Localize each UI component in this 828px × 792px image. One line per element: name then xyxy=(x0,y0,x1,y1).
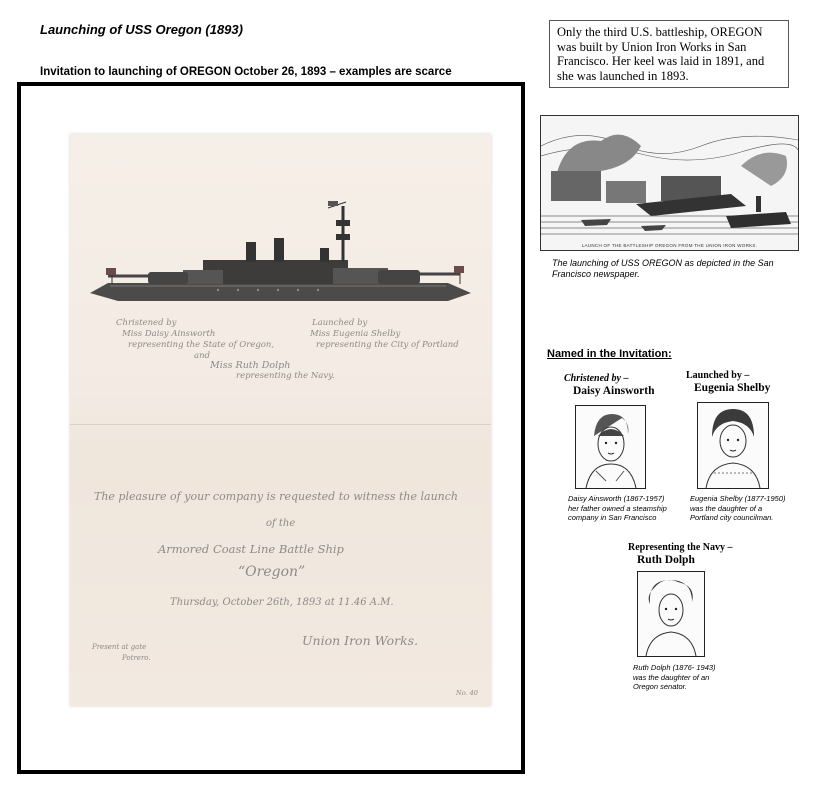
launched-by-label: Launched by xyxy=(312,318,368,328)
daisy-bio xyxy=(568,494,688,523)
navy-rep-block xyxy=(210,360,335,382)
invitation-line-1: The pleasure of your company is requested to witness the launch xyxy=(94,490,458,503)
battleship-engraving xyxy=(88,198,473,308)
eugenia-portrait xyxy=(697,402,769,489)
and-label: and xyxy=(194,351,210,361)
christened-by-rep: representing the State of Oregon, xyxy=(128,340,275,350)
ruth-name: Ruth Dolph xyxy=(637,554,695,566)
eugenia-name: Eugenia Shelby xyxy=(694,382,771,394)
newspaper-caption: The launching of USS OREGON as depicted in the San Francisco newspaper. xyxy=(552,258,774,279)
launch-date: Thursday, October 26th, 1893 at 11.46 A.M. xyxy=(170,597,394,608)
eugenia-bio-line-2: was the daughter of a xyxy=(690,503,763,513)
navy-rep-label: representing the Navy. xyxy=(236,371,335,381)
newspaper-engraving xyxy=(541,116,798,250)
info-box: Only the third U.S. battleship, OREGON was built by Union Iron Works in San Francisco. Her keel was laid in 1891, and she was launched in 1893. xyxy=(549,20,789,88)
daisy-portrait-image xyxy=(576,406,645,488)
page-title: Launching of USS Oregon (1893) xyxy=(40,22,243,37)
eugenia-portrait-image xyxy=(698,403,768,488)
navy-rep-name: Miss Ruth Dolph xyxy=(210,360,291,371)
ruth-bio-line-2: was the daughter of an xyxy=(633,672,710,682)
eugenia-bio xyxy=(690,494,815,523)
eugenia-bio-line-1: Eugenia Shelby (1877-1950) xyxy=(690,494,786,503)
christened-by-block xyxy=(108,318,274,362)
christened-by-label: Christened by xyxy=(116,318,177,328)
rsvp-line-2: Potrero. xyxy=(122,654,151,662)
launched-by-name: Miss Eugenia Shelby xyxy=(310,329,401,339)
launched-by-rep: representing the City of Portland xyxy=(316,340,459,350)
daisy-bio-line-3: company in San Francisco xyxy=(568,513,657,522)
ruth-bio xyxy=(633,663,753,692)
daisy-portrait xyxy=(575,405,646,489)
invitation-line-2: of the xyxy=(266,518,296,529)
named-heading: Named in the Invitation: xyxy=(547,348,672,360)
ruth-portrait xyxy=(637,571,705,657)
launched-by-block xyxy=(302,318,459,351)
christened-by-name: Miss Daisy Ainsworth xyxy=(122,329,216,339)
eugenia-bio-line-3: Portland city councilman. xyxy=(690,513,774,522)
eugenia-role: Launched by – xyxy=(686,370,750,381)
newspaper-illustration xyxy=(540,115,799,251)
ruth-role: Representing the Navy – xyxy=(628,542,733,553)
fold-line xyxy=(70,424,491,425)
newspaper-image-caption: LAUNCH OF THE BATTLESHIP OREGON FROM THE UNION IRON WORKS. xyxy=(581,243,758,248)
ruth-bio-line-1: Ruth Dolph (1876- 1943) xyxy=(633,663,716,672)
ship-type: Armored Coast Line Battle Ship xyxy=(158,542,344,556)
invitation-card xyxy=(70,134,491,706)
daisy-name: Daisy Ainsworth xyxy=(573,385,655,397)
daisy-role: Christened by – xyxy=(564,373,629,384)
invitation-number: No. 40 xyxy=(456,689,478,697)
daisy-bio-line-1: Daisy Ainsworth (1867-1957) xyxy=(568,494,665,503)
union-iron-works-signature: Union Iron Works. xyxy=(302,633,419,648)
daisy-bio-line-2: her father owned a steamship xyxy=(568,503,667,513)
ruth-portrait-image xyxy=(638,572,704,656)
ship-name: “Oregon” xyxy=(238,564,306,580)
ruth-bio-line-3: Oregon senator. xyxy=(633,682,687,691)
rsvp-line-1: Present at gate xyxy=(92,643,147,651)
invitation-heading: Invitation to launching of OREGON October 26, 1893 – examples are scarce xyxy=(40,66,452,78)
rsvp-note xyxy=(92,642,151,664)
